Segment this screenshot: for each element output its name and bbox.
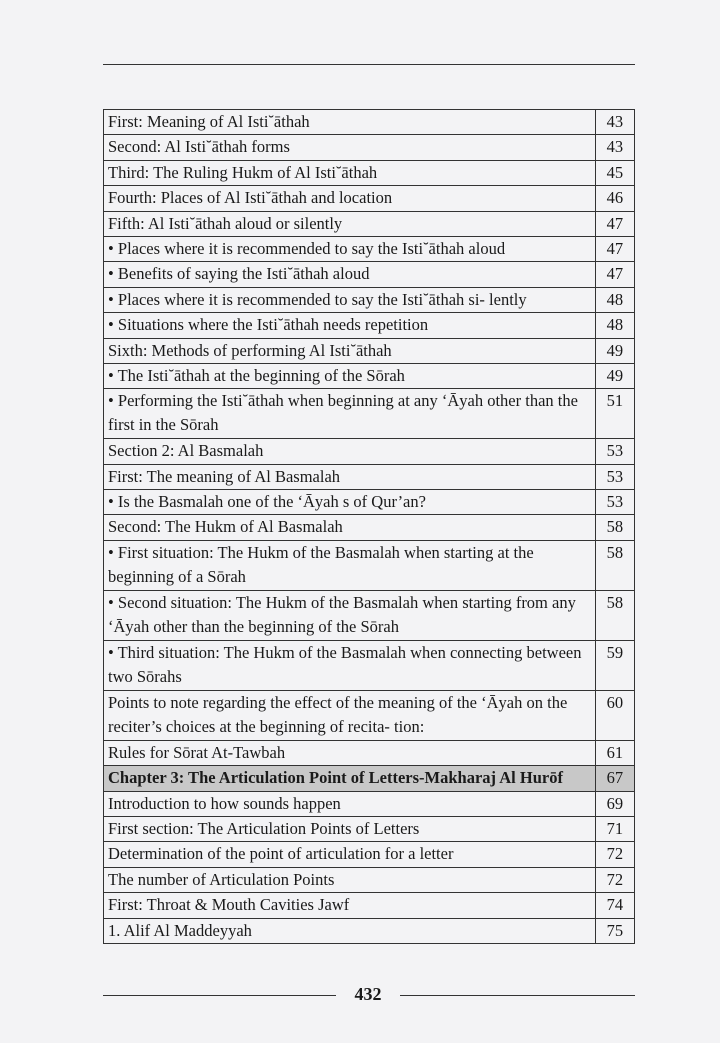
toc-entry-page: 72 bbox=[595, 867, 634, 892]
toc-row bbox=[104, 791, 635, 816]
toc-entry-title: Fifth: Al Isti˘āthah aloud or silently bbox=[104, 211, 596, 236]
toc-row bbox=[104, 515, 635, 540]
toc-entry-title: • Places where it is recommended to say the Isti˘āthah aloud bbox=[104, 236, 596, 261]
toc-row bbox=[104, 186, 635, 211]
toc-row bbox=[104, 110, 635, 135]
toc-entry-page: 58 bbox=[595, 540, 634, 590]
toc-row bbox=[104, 842, 635, 867]
toc-row bbox=[104, 211, 635, 236]
toc-row bbox=[104, 893, 635, 918]
toc-entry-title: First: The meaning of Al Basmalah bbox=[104, 464, 596, 489]
toc-row bbox=[104, 389, 635, 439]
toc-row bbox=[104, 287, 635, 312]
toc-entry-title: First: Throat & Mouth Cavities Jawf bbox=[104, 893, 596, 918]
toc-row bbox=[104, 262, 635, 287]
toc-row bbox=[104, 918, 635, 943]
toc-entry-title: • Benefits of saying the Isti˘āthah aloud bbox=[104, 262, 596, 287]
toc-entry-page: 45 bbox=[595, 160, 634, 185]
toc-row bbox=[104, 740, 635, 765]
toc-entry-page: 48 bbox=[595, 287, 634, 312]
toc-entry-title: Introduction to how sounds happen bbox=[104, 791, 596, 816]
toc-row bbox=[104, 439, 635, 464]
toc-entry-page: 49 bbox=[595, 338, 634, 363]
toc-entry-title: The number of Articulation Points bbox=[104, 867, 596, 892]
toc-row bbox=[104, 363, 635, 388]
toc-entry-title: Rules for Sōrat At-Tawbah bbox=[104, 740, 596, 765]
toc-row bbox=[104, 867, 635, 892]
toc-entry-title: 1. Alif Al Maddeyyah bbox=[104, 918, 596, 943]
toc-entry-page: 58 bbox=[595, 515, 634, 540]
toc-row bbox=[104, 464, 635, 489]
toc-row bbox=[104, 160, 635, 185]
toc-entry-page: 67 bbox=[595, 766, 634, 791]
toc-entry-title: Second: Al Isti˘āthah forms bbox=[104, 135, 596, 160]
toc-entry-page: 71 bbox=[595, 817, 634, 842]
toc-entry-title: • The Isti˘āthah at the beginning of the Sōrah bbox=[104, 363, 596, 388]
toc-entry-page: 59 bbox=[595, 640, 634, 690]
footer-rule-right bbox=[400, 995, 635, 996]
toc-entry-title: Section 2: Al Basmalah bbox=[104, 439, 596, 464]
toc-row bbox=[104, 540, 635, 590]
toc-entry-title: Second: The Hukm of Al Basmalah bbox=[104, 515, 596, 540]
toc-row bbox=[104, 590, 635, 640]
toc-entry-page: 43 bbox=[595, 135, 634, 160]
toc-entry-page: 43 bbox=[595, 110, 634, 135]
toc-entry-title: • Second situation: The Hukm of the Basmalah when starting from any ‘Āyah other than the beginning of the Sōrah bbox=[104, 590, 596, 640]
toc-entry-title: • Performing the Isti˘āthah when beginning at any ‘Āyah other than the first in the Sōrah bbox=[104, 389, 596, 439]
toc-entry-page: 61 bbox=[595, 740, 634, 765]
toc-entry-title: Third: The Ruling Hukm of Al Isti˘āthah bbox=[104, 160, 596, 185]
toc-row bbox=[104, 135, 635, 160]
toc-entry-title: • First situation: The Hukm of the Basmalah when starting at the beginning of a Sōrah bbox=[104, 540, 596, 590]
toc-entry-page: 47 bbox=[595, 211, 634, 236]
page-number: 432 bbox=[354, 984, 382, 1004]
toc-entry-page: 53 bbox=[595, 490, 634, 515]
toc-entry-page: 69 bbox=[595, 791, 634, 816]
toc-entry-title: • Third situation: The Hukm of the Basmalah when connecting between two Sōrahs bbox=[104, 640, 596, 690]
toc-entry-page: 46 bbox=[595, 186, 634, 211]
toc-entry-title: • Situations where the Isti˘āthah needs repetition bbox=[104, 313, 596, 338]
toc-entry-page: 74 bbox=[595, 893, 634, 918]
toc-entry-title: Fourth: Places of Al Isti˘āthah and location bbox=[104, 186, 596, 211]
toc-entry-title: Sixth: Methods of performing Al Isti˘āthah bbox=[104, 338, 596, 363]
toc-row bbox=[104, 490, 635, 515]
toc-row bbox=[104, 313, 635, 338]
toc-entry-page: 48 bbox=[595, 313, 634, 338]
toc-chapter-row bbox=[104, 766, 635, 791]
toc-entry-page: 60 bbox=[595, 690, 634, 740]
footer-rule-left bbox=[103, 995, 336, 996]
toc-row bbox=[104, 338, 635, 363]
toc-entry-page: 47 bbox=[595, 236, 634, 261]
toc-entry-page: 47 bbox=[595, 262, 634, 287]
toc-entry-page: 75 bbox=[595, 918, 634, 943]
toc-table bbox=[103, 109, 635, 944]
toc-entry-title: Chapter 3: The Articulation Point of Letters-Makharaj Al Hurōf bbox=[104, 766, 596, 791]
toc-row bbox=[104, 817, 635, 842]
toc-entry-page: 53 bbox=[595, 439, 634, 464]
toc-entry-title: • Is the Basmalah one of the ‘Āyah s of Qur’an? bbox=[104, 490, 596, 515]
toc-entry-title: Determination of the point of articulation for a letter bbox=[104, 842, 596, 867]
toc-entry-title: First section: The Articulation Points of Letters bbox=[104, 817, 596, 842]
header-rule bbox=[103, 64, 635, 65]
toc-entry-title: First: Meaning of Al Isti˘āthah bbox=[104, 110, 596, 135]
toc-row bbox=[104, 640, 635, 690]
toc-entry-page: 51 bbox=[595, 389, 634, 439]
toc-row bbox=[104, 690, 635, 740]
toc-entry-title: • Places where it is recommended to say the Isti˘āthah si- lently bbox=[104, 287, 596, 312]
toc-entry-page: 53 bbox=[595, 464, 634, 489]
toc-entry-page: 58 bbox=[595, 590, 634, 640]
toc-entry-page: 72 bbox=[595, 842, 634, 867]
toc-entry-title: Points to note regarding the effect of the meaning of the ‘Āyah on the reciter’s choices at the beginning of recita- tion: bbox=[104, 690, 596, 740]
toc-row bbox=[104, 236, 635, 261]
toc-entry-page: 49 bbox=[595, 363, 634, 388]
